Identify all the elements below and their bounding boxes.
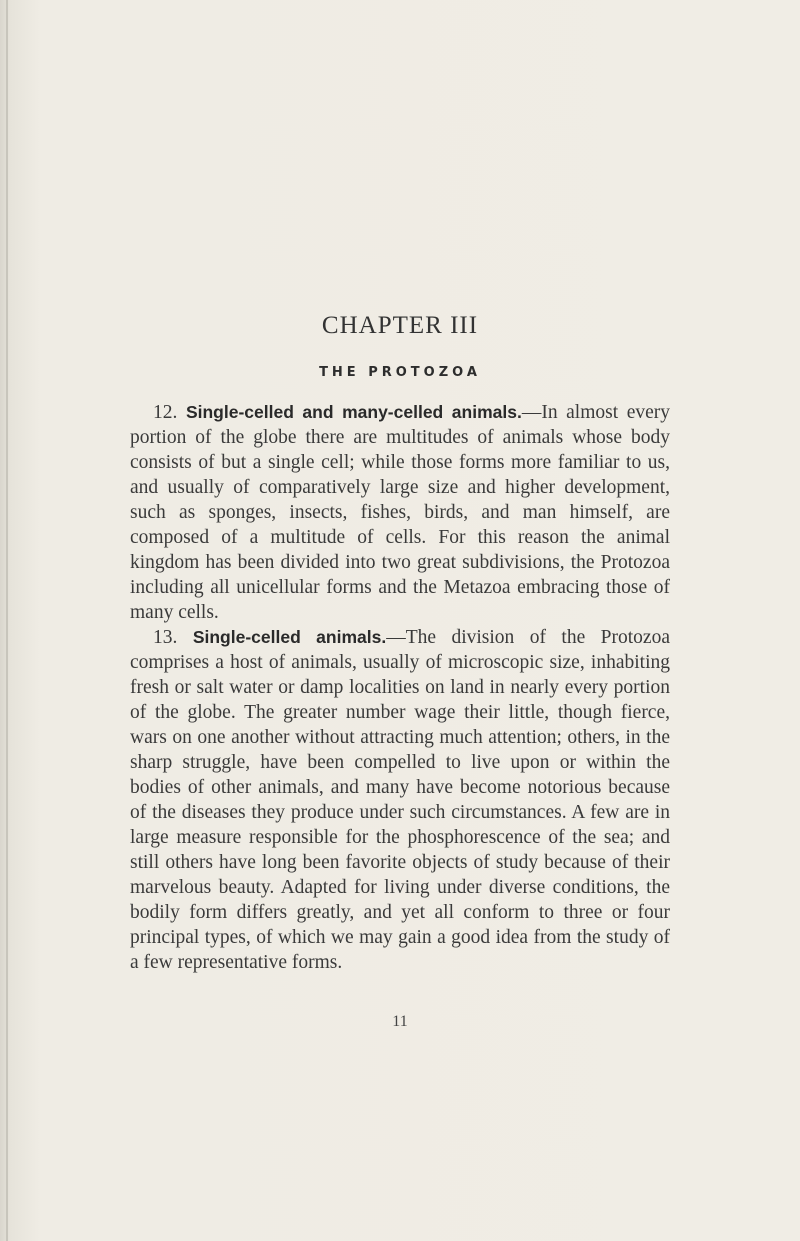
page-number: 11 (392, 1013, 408, 1030)
paragraph-number: 13. (153, 627, 178, 648)
body-text (130, 400, 670, 975)
paragraph-13 (130, 625, 670, 975)
paragraph-heading: Single-celled and many-celled animals. (185, 402, 522, 422)
paragraph-12 (130, 400, 670, 625)
paragraph-text: —The division of the Protozoa comprises a host of animals, usually of microscopic size, inhabiting fresh or salt water or damp localities on land in nearly every portion of the globe. The greater number wage their little, though fierce, wars on one another without attracting much attention; others, in the sharp struggle, have been compelled to live upon or within the bodies of other animals, and many have become notorious because of the diseases they produce under such circumstances. A few are in large measure responsible for the phosphorescence of the sea; and still others have long been favorite objects of study because of their marvelous beauty. Adapted for living under diverse conditions, the bodily form differs greatly, and yet all conform to three or four principal types, of which we may gain a good idea from the study of a few representative forms. (130, 627, 670, 973)
paragraph-number: 12. (153, 402, 178, 423)
paragraph-text: —In almost every portion of the globe there are multitudes of animals whose body consists of but a single cell; while those forms more familiar to us, and usually of comparatively large size and higher development, such as sponges, insects, fishes, birds, and man himself, are composed of a multitude of cells. For this reason the animal kingdom has been divided into two great subdivisions, the Protozoa including all unicellular forms and the Metazoa embracing those of many cells. (130, 402, 670, 623)
page-edge (6, 0, 8, 1241)
paragraph-heading: Single-celled animals. (192, 627, 387, 647)
chapter-subtitle: THE PROTOZOA (319, 365, 481, 380)
chapter-title: CHAPTER III (321, 312, 479, 339)
